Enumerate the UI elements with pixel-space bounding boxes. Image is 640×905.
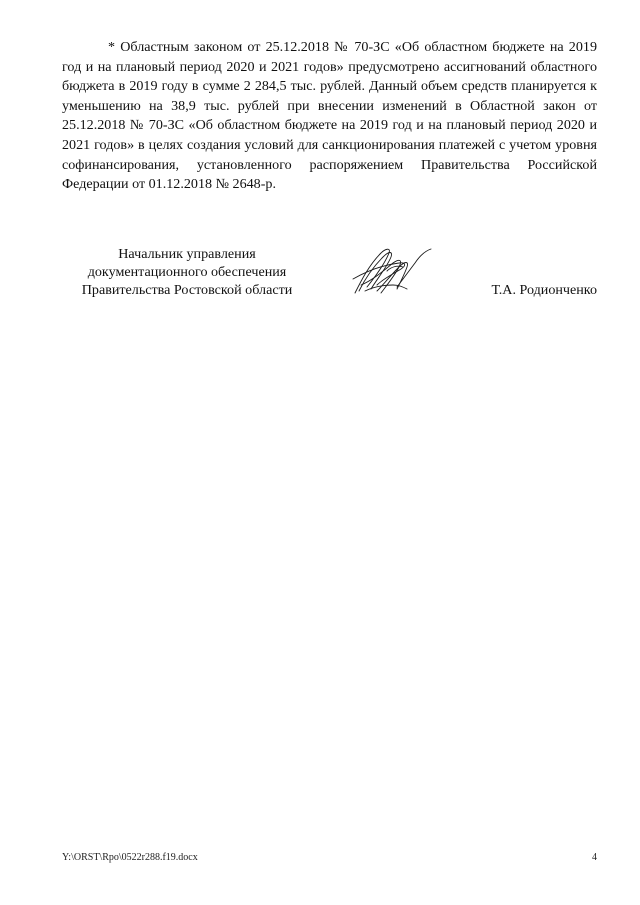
signature-block [62,245,597,305]
budget-footnote: * Областным законом от 25.12.2018 № 70-ЗС «Об областном бюджете на 2019 год и на плановый период 2020 и 2021 годов» предусмотрено ассигнований областного бюджета в 2019 году в сумме 2 284,5 тыс. рублей. Данный объем средств планируется к уменьшению на 38,9 тыс. рублей при внесении изменений в Областной закон от 25.12.2018 № 70-ЗС «Об областном бюджете на 2019 год и на плановый период 2020 и 2021 годов» в целях создания условий для санкционирования платежей с учетом уровня софинансирования, установленного распоряжением Правительства Российской Федерации от 01.12.2018 № 2648-р. [62,39,597,193]
position-line-1: Начальник управления [118,246,256,262]
signer-position [62,245,312,299]
position-line-3: Правительства Ростовской области [81,282,293,298]
page-number: 4 [592,852,597,863]
signer-name: Т.А. Родионченко [491,282,597,298]
file-path: Y:\ORST\Rpo\0522r288.f19.docx [62,852,198,863]
handwritten-signature [347,241,437,297]
position-line-2: документационного обеспечения [87,264,287,280]
